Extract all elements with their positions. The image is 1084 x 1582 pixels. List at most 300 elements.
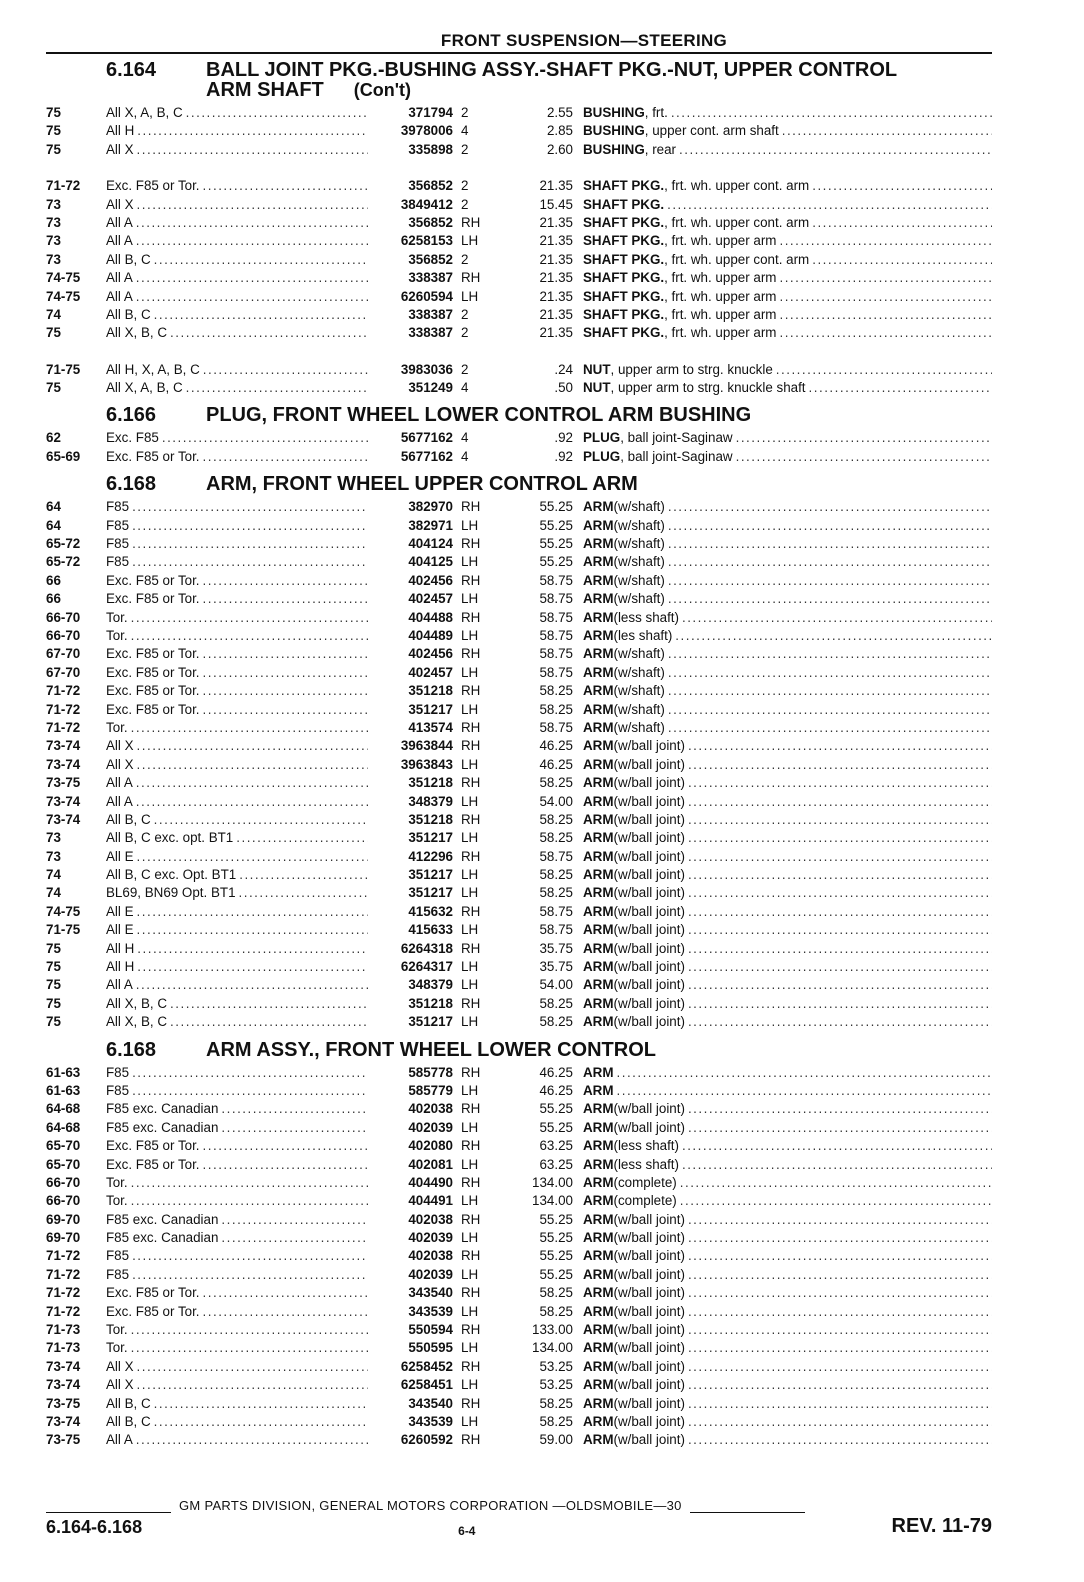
leader-dots [664, 196, 992, 214]
part-number: 6264317 [400, 959, 453, 975]
leader-dots [128, 1321, 368, 1339]
footer-rule-left [46, 1500, 171, 1513]
description [573, 701, 992, 719]
quantity: RH [461, 1211, 481, 1227]
part-number: 402039 [408, 1119, 453, 1135]
part-row [46, 448, 992, 466]
quantity: LH [461, 756, 479, 772]
application [106, 1395, 368, 1413]
part-row [46, 141, 992, 159]
model-years: 73 [46, 196, 61, 212]
quantity: LH [461, 517, 479, 533]
description [573, 288, 992, 306]
part-qualifier: , frt. wh. upper cont. arm [664, 214, 810, 230]
leader-dots [809, 177, 992, 195]
description [573, 1303, 992, 1321]
description [573, 177, 992, 195]
part-qualifier: , frt. wh. upper arm [664, 306, 777, 322]
application-text: Tor. [106, 1174, 128, 1190]
leader-dots [134, 737, 368, 755]
part-qualifier: (w/ball joint) [613, 959, 685, 975]
part-number: 404124 [408, 536, 453, 552]
part-number: 351217 [408, 1014, 453, 1030]
part-row [46, 1358, 992, 1376]
part-qualifier: (w/ball joint) [613, 1101, 685, 1117]
part-row [46, 251, 992, 269]
section-title-text: PLUG, FRONT WHEEL LOWER CONTROL ARM BUSHING [206, 404, 752, 427]
model-years: 74-75 [46, 288, 81, 304]
application-text: All B, C [106, 1414, 151, 1429]
price: 15.45 [539, 196, 573, 212]
description [573, 866, 992, 884]
part-number: 402456 [408, 646, 453, 662]
application-text: F85 exc. Canadian [106, 1230, 219, 1246]
application [106, 448, 368, 466]
part-qualifier: (w/ball joint) [613, 1322, 685, 1338]
catalog-page [46, 30, 992, 1450]
quantity: LH [461, 701, 479, 717]
part-row [46, 921, 992, 939]
application-text: Exc. F85 or Tor. [106, 448, 200, 464]
part-number: 343539 [408, 1414, 453, 1429]
description [573, 958, 992, 976]
part-row [46, 774, 992, 792]
leader-dots [218, 1119, 368, 1137]
part-qualifier: (less shaft) [613, 609, 679, 625]
part-name: ARM [583, 554, 614, 570]
part-qualifier: , upper arm to strg. knuckle [610, 361, 773, 377]
part-name: ARM [583, 903, 614, 919]
part-number: 335898 [408, 141, 453, 157]
model-years: 74 [46, 885, 61, 901]
part-qualifier: (w/ball joint) [613, 977, 685, 993]
description [573, 1358, 992, 1376]
section-heading [46, 405, 992, 425]
part-name: ARM [583, 701, 614, 717]
description [573, 811, 992, 829]
leader-dots [776, 306, 992, 324]
leader-dots [128, 1339, 368, 1357]
application-text: Tor. [106, 1340, 128, 1356]
leader-dots [236, 884, 368, 902]
part-row [46, 1064, 992, 1082]
leader-dots [665, 682, 992, 700]
model-years: 64-68 [46, 1119, 81, 1135]
application-text: Exc. F85 or Tor. [106, 1285, 200, 1301]
leader-dots [685, 737, 992, 755]
model-years: 67-70 [46, 646, 81, 662]
section-title-text: BALL JOINT PKG.-BUSHING ASSY.-SHAFT PKG.-NUT, UPPER CONTROL [206, 59, 898, 81]
price: 55.25 [539, 536, 573, 552]
model-years: 73 [46, 214, 61, 230]
part-row [46, 866, 992, 884]
part-row [46, 1284, 992, 1302]
application-text: Exc. F85 or Tor. [106, 701, 200, 717]
application-text: F85 [106, 536, 130, 552]
part-qualifier: (complete) [613, 1193, 677, 1209]
part-name: PLUG [583, 430, 621, 446]
part-qualifier: (w/ball joint) [613, 1248, 685, 1264]
quantity: 2 [461, 325, 469, 341]
application-text: All H, X, A, B, C [106, 361, 200, 377]
leader-dots [685, 866, 992, 884]
part-number: 6260594 [400, 288, 453, 304]
leader-dots [167, 995, 368, 1013]
description [573, 682, 992, 700]
description [573, 1100, 992, 1118]
application [106, 1284, 368, 1302]
part-qualifier: (w/shaft) [613, 591, 665, 607]
application [106, 1339, 368, 1357]
application-text: Exc. F85 or Tor. [106, 664, 200, 680]
leader-dots [200, 1156, 368, 1174]
price: 58.75 [539, 572, 573, 588]
model-years: 71-72 [46, 1248, 81, 1264]
leader-dots [733, 429, 992, 447]
description [573, 1376, 992, 1394]
quantity: LH [461, 1156, 479, 1172]
part-row [46, 1013, 992, 1031]
price: 58.25 [539, 811, 573, 827]
model-years: 66-70 [46, 1193, 81, 1209]
quantity: RH [461, 1395, 481, 1411]
leader-dots [133, 793, 368, 811]
application-text: Exc. F85 or Tor. [106, 1156, 200, 1172]
application-text: All H [106, 123, 135, 139]
application-text: All B, C [106, 251, 151, 267]
leader-dots [134, 940, 368, 958]
application [106, 1229, 368, 1247]
part-row [46, 232, 992, 250]
application [106, 1211, 368, 1229]
part-qualifier: , ball joint-Saginaw [620, 430, 733, 446]
application-text: F85 [106, 499, 130, 515]
application-text: F85 [106, 1266, 130, 1282]
footer-revision: REV. 11-79 [891, 1515, 992, 1537]
leader-dots [200, 572, 368, 590]
part-row [46, 1100, 992, 1118]
price: 46.25 [539, 756, 573, 772]
leader-dots [685, 1100, 992, 1118]
price: 58.25 [539, 830, 573, 846]
part-row [46, 664, 992, 682]
part-number: 348379 [408, 977, 453, 993]
quantity: 2 [461, 141, 469, 157]
application-text: Tor. [106, 1193, 128, 1209]
section-title-continued: ARM SHAFT [206, 79, 324, 101]
section-number: 6.168 [106, 1038, 157, 1061]
part-number: 550594 [408, 1322, 453, 1338]
quantity: LH [461, 793, 479, 809]
model-years: 73-75 [46, 775, 81, 791]
part-qualifier: (w/ball joint) [613, 848, 685, 864]
part-row [46, 1229, 992, 1247]
price: 58.75 [539, 609, 573, 625]
part-number: 351218 [408, 811, 453, 827]
description [573, 940, 992, 958]
leader-dots [200, 645, 368, 663]
section-title-text: ARM ASSY., FRONT WHEEL LOWER CONTROL [206, 1038, 656, 1061]
part-name: ARM [583, 646, 614, 662]
part-row [46, 645, 992, 663]
part-row [46, 1339, 992, 1357]
quantity: LH [461, 885, 479, 901]
leader-dots [128, 1174, 368, 1192]
application-text: All E [106, 922, 134, 938]
leader-dots [134, 958, 368, 976]
price: 21.35 [539, 288, 573, 304]
part-qualifier: , frt. wh. upper arm [664, 325, 777, 341]
part-number: 351218 [408, 995, 453, 1011]
part-row [46, 1174, 992, 1192]
leader-dots [128, 719, 368, 737]
application [106, 719, 368, 737]
part-row [46, 627, 992, 645]
price: 2.60 [546, 141, 573, 157]
part-name: PLUG [583, 448, 621, 464]
description [573, 1321, 992, 1339]
leader-dots [685, 829, 992, 847]
description [573, 306, 992, 324]
application [106, 793, 368, 811]
part-qualifier: (w/ball joint) [613, 775, 685, 791]
part-qualifier: (less shaft) [613, 1138, 679, 1154]
leader-dots [685, 940, 992, 958]
quantity: 2 [461, 361, 469, 377]
part-number: 402457 [408, 664, 453, 680]
application-text: All A [106, 977, 133, 993]
leader-dots [679, 1137, 992, 1155]
price: 21.35 [539, 233, 573, 249]
quantity: 2 [461, 196, 469, 212]
section-number: 6.166 [106, 404, 157, 427]
part-row [46, 288, 992, 306]
price: 55.25 [539, 1248, 573, 1264]
quantity: LH [461, 977, 479, 993]
leader-dots [128, 627, 368, 645]
part-number: 351217 [408, 885, 453, 901]
application-text: F85 [106, 517, 130, 533]
application-text: All H [106, 959, 135, 975]
price: 58.75 [539, 664, 573, 680]
leader-dots [200, 682, 368, 700]
part-row [46, 1376, 992, 1394]
description [573, 1013, 992, 1031]
quantity: RH [461, 1285, 481, 1301]
description [573, 1266, 992, 1284]
quantity: LH [461, 1119, 479, 1135]
description [573, 361, 992, 379]
part-row [46, 1266, 992, 1284]
part-qualifier: (w/ball joint) [613, 1432, 685, 1448]
quantity: RH [461, 848, 481, 864]
price: 58.25 [539, 1285, 573, 1301]
description [573, 1247, 992, 1265]
quantity: LH [461, 959, 479, 975]
part-number: 585778 [408, 1064, 453, 1080]
part-name: ARM [583, 591, 614, 607]
application [106, 498, 368, 516]
quantity: RH [461, 1358, 481, 1374]
description [573, 498, 992, 516]
model-years: 73-74 [46, 756, 81, 772]
part-name: BUSHING [583, 141, 645, 157]
application [106, 701, 368, 719]
leader-dots [685, 1303, 992, 1321]
description [573, 1174, 992, 1192]
model-years: 71-73 [46, 1340, 81, 1356]
description [573, 448, 992, 466]
price: 58.75 [539, 922, 573, 938]
part-number: 402456 [408, 572, 453, 588]
part-number: 3963844 [400, 738, 453, 754]
application-text: F85 exc. Canadian [106, 1119, 219, 1135]
price: 2.85 [546, 123, 573, 139]
footer-rule-right [690, 1500, 805, 1513]
description [573, 1082, 992, 1100]
quantity: LH [461, 1266, 479, 1282]
price: 54.00 [539, 793, 573, 809]
quantity: RH [461, 1174, 481, 1190]
part-qualifier: (w/shaft) [613, 554, 665, 570]
part-name: ARM [583, 977, 614, 993]
description [573, 196, 992, 214]
page-header: FRONT SUSPENSION—STEERING [440, 31, 728, 50]
model-years: 75 [46, 123, 61, 139]
leader-dots [200, 590, 368, 608]
part-number: 338387 [408, 306, 453, 322]
application [106, 903, 368, 921]
part-name: ARM [583, 830, 614, 846]
price: 58.25 [539, 1014, 573, 1030]
application [106, 590, 368, 608]
part-qualifier: (les shaft) [613, 627, 673, 643]
application-text: Exc. F85 or Tor. [106, 591, 200, 607]
part-qualifier: (w/ball joint) [613, 1358, 685, 1374]
quantity: LH [461, 591, 479, 607]
part-qualifier: , frt. wh. upper arm [664, 233, 777, 249]
part-row [46, 553, 992, 571]
application-text: All X, B, C [106, 325, 168, 341]
part-row [46, 1395, 992, 1413]
model-years: 75 [46, 995, 61, 1011]
leader-dots [685, 958, 992, 976]
description [573, 104, 992, 122]
part-number: 348379 [408, 793, 453, 809]
application [106, 429, 368, 447]
part-row [46, 811, 992, 829]
application [106, 1064, 368, 1082]
part-row [46, 829, 992, 847]
leader-dots [685, 976, 992, 994]
part-number: 415633 [408, 922, 453, 938]
part-number: 5677162 [400, 430, 453, 446]
application-text: All A [106, 214, 133, 230]
part-number: 356852 [408, 178, 453, 194]
part-row [46, 609, 992, 627]
part-row [46, 719, 992, 737]
part-name: ARM [583, 756, 614, 772]
part-number: 404488 [408, 609, 453, 625]
part-number: 351218 [408, 775, 453, 791]
quantity: RH [461, 940, 481, 956]
application [106, 1174, 368, 1192]
quantity: RH [461, 270, 481, 286]
application-text: All E [106, 903, 134, 919]
part-row [46, 1119, 992, 1137]
part-number: 351218 [408, 683, 453, 699]
application [106, 517, 368, 535]
leader-dots [685, 1376, 992, 1394]
model-years: 75 [46, 977, 61, 993]
part-number: 6258451 [400, 1377, 453, 1393]
part-qualifier: (w/ball joint) [613, 1285, 685, 1301]
description [573, 793, 992, 811]
price: 134.00 [532, 1174, 573, 1190]
price: 58.25 [539, 701, 573, 717]
part-row [46, 682, 992, 700]
description [573, 1284, 992, 1302]
price: 55.25 [539, 1266, 573, 1282]
part-qualifier: , upper cont. arm shaft [644, 123, 779, 139]
part-qualifier: (w/ball joint) [613, 1230, 685, 1246]
leader-dots [776, 269, 992, 287]
part-name: SHAFT PKG. [583, 214, 665, 230]
part-qualifier: (w/ball joint) [613, 830, 685, 846]
part-number: 382971 [408, 517, 453, 533]
part-qualifier: (w/ball joint) [613, 1014, 685, 1030]
leader-dots [183, 104, 368, 122]
application [106, 811, 368, 829]
part-name: ARM [583, 719, 614, 735]
quantity: RH [461, 214, 481, 230]
header-rule [46, 52, 992, 54]
leader-dots [685, 848, 992, 866]
price: .50 [554, 380, 573, 396]
model-years: 67-70 [46, 664, 81, 680]
part-name: SHAFT PKG. [583, 233, 665, 249]
application [106, 251, 368, 269]
part-qualifier: , frt. wh. upper cont. arm [664, 178, 810, 194]
model-years: 75 [46, 1014, 61, 1030]
part-name: SHAFT PKG. [583, 288, 665, 304]
model-years: 73 [46, 251, 61, 267]
quantity: 4 [461, 380, 469, 396]
part-name: ARM [583, 940, 614, 956]
part-number: 585779 [408, 1082, 453, 1098]
model-years: 74-75 [46, 903, 81, 919]
description [573, 719, 992, 737]
part-row [46, 1303, 992, 1321]
part-name: ARM [583, 1174, 614, 1190]
leader-dots [685, 1358, 992, 1376]
model-years: 73-75 [46, 1395, 81, 1411]
quantity: RH [461, 1322, 481, 1338]
price: 21.35 [539, 214, 573, 230]
model-years: 71-75 [46, 361, 81, 377]
quantity: 2 [461, 178, 469, 194]
quantity: LH [461, 1193, 479, 1209]
part-name: ARM [583, 1211, 614, 1227]
quantity: RH [461, 609, 481, 625]
leader-dots [614, 1064, 993, 1082]
application-text: F85 [106, 1248, 130, 1264]
part-name: ARM [583, 995, 614, 1011]
part-row [46, 1321, 992, 1339]
part-row [46, 535, 992, 553]
part-number: 402457 [408, 591, 453, 607]
price: 21.35 [539, 270, 573, 286]
